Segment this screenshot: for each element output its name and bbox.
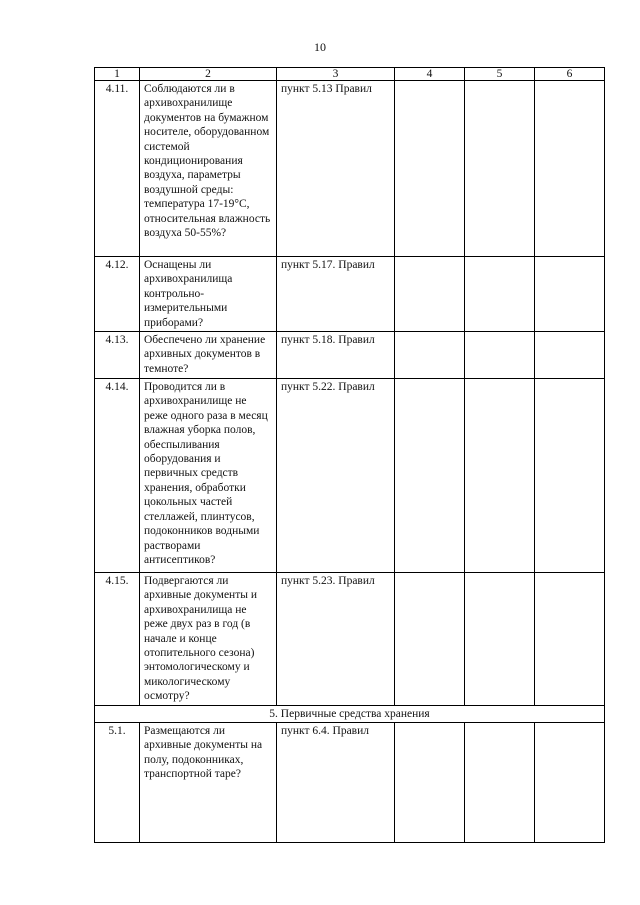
row-cell-6 <box>535 332 605 379</box>
row-cell-4 <box>395 81 465 257</box>
row-question: Оснащены ли архивохранилища контрольно-измерительными приборами? <box>140 257 277 332</box>
row-number: 5.1. <box>95 723 140 843</box>
row-cell-4 <box>395 257 465 332</box>
column-header-2: 2 <box>140 68 277 81</box>
row-reference: пункт 5.23. Правил <box>277 573 395 706</box>
table-row <box>95 723 605 843</box>
column-header-3: 3 <box>277 68 395 81</box>
row-cell-4 <box>395 573 465 706</box>
row-question: Подвергаются ли архивные документы и архивохранилища не реже двух раз в год (в начале и конце отопительного сезона) энтомологическому и микологическому осмотру? <box>140 573 277 706</box>
row-number: 4.15. <box>95 573 140 706</box>
row-question: Соблюдаются ли в архивохранилище документов на бумажном носителе, оборудованном системой кондиционирования воздуха, параметры воздушной среды: температура 17-19°С, относительная влажность воздуха 50-55%? <box>140 81 277 257</box>
column-header-1: 1 <box>95 68 140 81</box>
row-number: 4.14. <box>95 379 140 573</box>
row-question: Обеспечено ли хранение архивных документов в темноте? <box>140 332 277 379</box>
row-cell-4 <box>395 723 465 843</box>
column-header-4: 4 <box>395 68 465 81</box>
column-header-5: 5 <box>465 68 535 81</box>
row-reference: пункт 5.17. Правил <box>277 257 395 332</box>
row-cell-4 <box>395 332 465 379</box>
row-cell-6 <box>535 257 605 332</box>
row-cell-5 <box>465 332 535 379</box>
table-row <box>95 379 605 573</box>
row-number: 4.13. <box>95 332 140 379</box>
row-reference: пункт 5.22. Правил <box>277 379 395 573</box>
row-cell-6 <box>535 81 605 257</box>
row-cell-6 <box>535 723 605 843</box>
table-row <box>95 332 605 379</box>
row-reference: пункт 5.18. Правил <box>277 332 395 379</box>
row-cell-5 <box>465 257 535 332</box>
row-question: Размещаются ли архивные документы на полу, подоконниках, транспортной таре? <box>140 723 277 843</box>
header-row <box>95 68 605 81</box>
row-number: 4.11. <box>95 81 140 257</box>
section-row <box>95 706 605 723</box>
row-question: Проводится ли в архивохранилище не реже одного раза в месяц влажная уборка полов, обеспыливания оборудования и первичных средств хранения, обработки цокольных частей стеллажей, плинтусов, подоконников водными растворами антисептиков? <box>140 379 277 573</box>
row-cell-6 <box>535 379 605 573</box>
row-cell-6 <box>535 573 605 706</box>
row-cell-5 <box>465 379 535 573</box>
row-cell-5 <box>465 723 535 843</box>
column-header-6: 6 <box>535 68 605 81</box>
row-reference: пункт 5.13 Правил <box>277 81 395 257</box>
page-number: 10 <box>314 40 326 54</box>
section-title: 5. Первичные средства хранения <box>95 706 605 723</box>
row-reference: пункт 6.4. Правил <box>277 723 395 843</box>
row-cell-4 <box>395 379 465 573</box>
table-row <box>95 81 605 257</box>
row-cell-5 <box>465 573 535 706</box>
row-cell-5 <box>465 81 535 257</box>
table-row <box>95 573 605 706</box>
inspection-checklist-table <box>94 67 605 843</box>
table-row <box>95 257 605 332</box>
row-number: 4.12. <box>95 257 140 332</box>
